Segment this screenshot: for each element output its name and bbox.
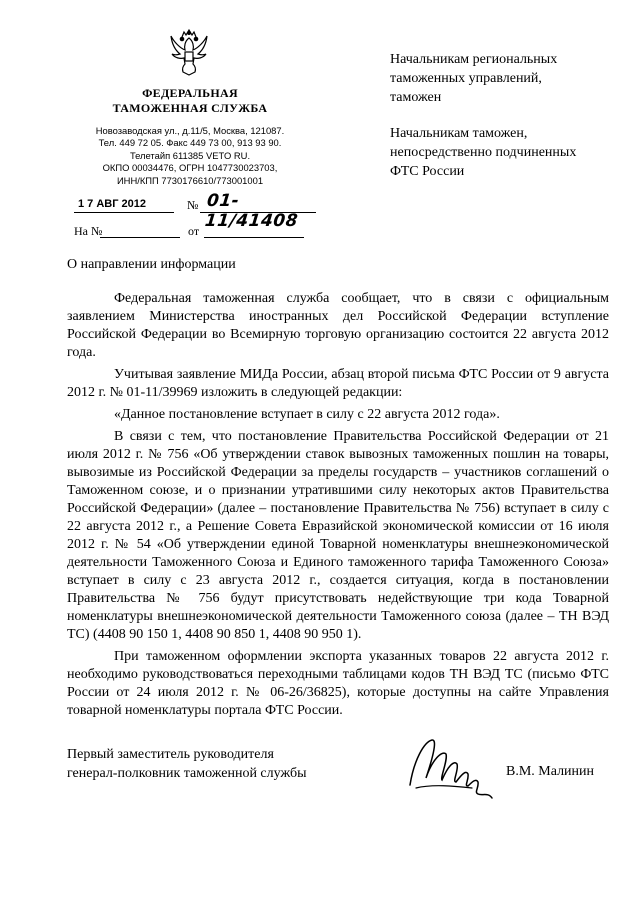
signatory-position	[67, 745, 306, 783]
phone-fax: Тел. 449 72 05. Факс 449 73 00, 913 93 90.	[98, 137, 282, 149]
reference-label: На №	[74, 224, 103, 238]
addressee	[390, 50, 630, 198]
position-line1: Первый заместитель руководителя	[67, 747, 274, 762]
agency-name-line1: ФЕДЕРАЛЬНАЯ	[142, 86, 238, 100]
body-paragraph: В связи с тем, что постановление Правительства Российской Федерации от 21 июля 2012 г. № 756 «Об утверждении ставок вывозных таможенных пошлин на товары, вывозимые из Российской Федерации за пределы государств – участников соглашений о Таможенном союзе, и о признании утратившими силу некоторых актов Правительства Российской Федерации» (далее – постановление Правительства № 756) вступает в силу с 22 августа 2012 г., а Решение Совета Евразийской экономической комиссии от 16 июля 2012 г. № 54 «Об утверждении единой Товарной номенклатуры внешнеэкономической деятельности Таможенного Союза и Единого таможенного тарифа Таможенного Союза» вступает в силу с 23 августа 2012 г., создается ситуация, когда в постановлении Правительства № 756 будут присутствовать недействующие три кода Товарной номенклатуры внешнеэкономической деятельности Таможенного союза (далее – ТН ВЭД ТС) (4408 90 150 1, 4408 90 850 1, 4408 90 950 1).	[67, 429, 609, 642]
reference-underline	[100, 237, 180, 238]
body-paragraph: Учитывая заявление МИДа России, абзац второй письма ФТС России от 9 августа 2012 г. № 01-11/39969 изложить в следующей редакции:	[67, 367, 609, 400]
signatory-name: В.М. Малинин	[506, 764, 595, 779]
address: Новозаводская ул., д.11/5, Москва, 121087.	[95, 125, 285, 136]
registration-date: 1 7 АВГ 2012	[78, 198, 146, 210]
subject-line: О направлении информации	[67, 257, 236, 272]
agency-contacts	[76, 125, 304, 187]
number-underline	[200, 212, 316, 213]
number-label: №	[187, 198, 199, 212]
body-paragraph: Федеральная таможенная служба сообщает, что в связи с официальным заявлением Министерства иностранных дел Российской Федерации вступление Российской Федерации во Всемирную торговую организацию состоится 22 августа 2012 года.	[67, 291, 609, 360]
addressee-line: таможен	[390, 90, 442, 105]
handwritten-signature	[402, 730, 502, 810]
date-underline	[74, 212, 174, 213]
from-underline	[204, 237, 304, 238]
registration-number: 01-11/41408	[203, 191, 300, 231]
coat-of-arms-icon	[168, 28, 210, 78]
addressee-line: Начальникам региональных	[390, 52, 558, 67]
inn-kpp: ИНН/КПП 7730176610/773001001	[116, 174, 264, 186]
addressee-line: непосредственно подчиненных	[390, 145, 577, 160]
addressee-line: ФТС России	[390, 164, 465, 179]
agency-name	[95, 86, 285, 116]
addressee-line: Начальникам таможен,	[390, 126, 528, 141]
okpo-ogrn: ОКПО 00034476, ОГРН 1047730023703,	[102, 162, 278, 174]
agency-name-line2: ТАМОЖЕННАЯ СЛУЖБА	[112, 101, 268, 115]
body-paragraph: При таможенном оформлении экспорта указанных товаров 22 августа 2012 г. необходимо руководствоваться переходными таблицами кодов ТН ВЭД ТС (письмо ФТС России от 24 июля 2012 г. № 06-26/36825), которые доступны на сайте Управления товарной номенклатуры портала ФТС России.	[67, 649, 609, 718]
from-label: от	[188, 224, 200, 238]
addressee-line: таможенных управлений,	[390, 71, 542, 86]
addressee-block-1	[390, 50, 630, 107]
letter-body	[67, 290, 609, 724]
reference-line	[74, 224, 314, 242]
position-line2: генерал-полковник таможенной службы	[67, 766, 307, 781]
teletype: Телетайп 611385 VETO RU.	[129, 149, 251, 161]
addressee-block-2	[390, 124, 630, 181]
body-paragraph: «Данное постановление вступает в силу с 22 августа 2012 года».	[114, 407, 500, 422]
